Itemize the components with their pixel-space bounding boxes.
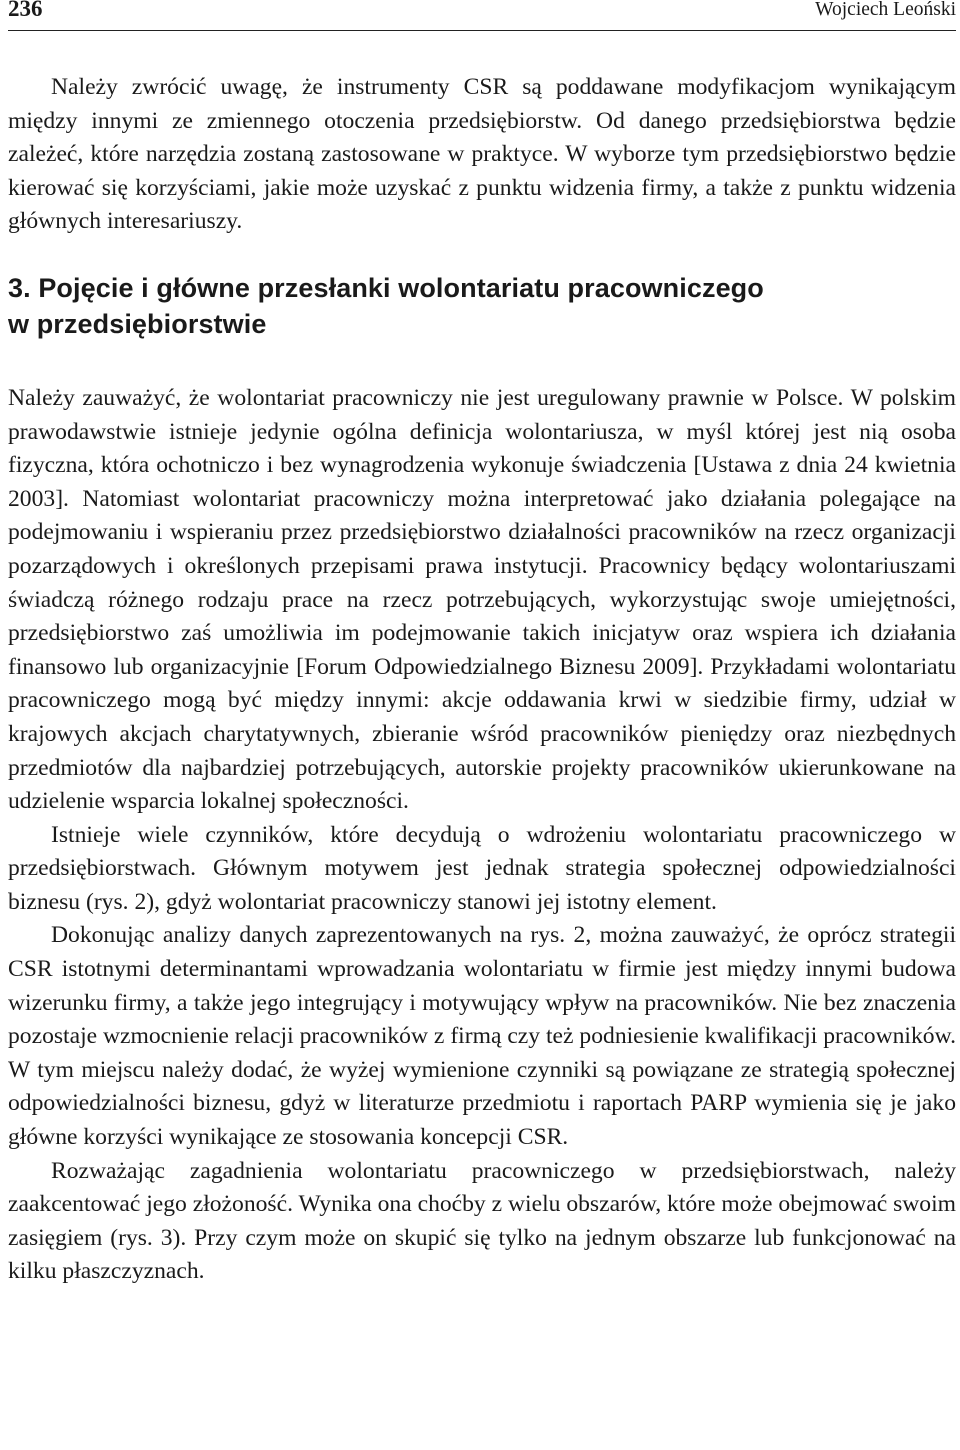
- intro-paragraph: Należy zwrócić uwagę, że instrumenty CSR są poddawane modyfikacjom wynikającym między innymi ze zmiennego otoczenia przedsiębiorstw. Od danego przedsiębiorstwa będzie zależeć, które narzędzia zostaną zastosowane w praktyce. W wyborze tym przedsiębiorstwo będzie kierować się korzyściami, jakie może uzyskać z punktu widzenia firmy, a także z punktu widzenia głównych interesariuszy.: [8, 74, 956, 235]
- section-paragraph-1: Należy zauważyć, że wolontariat pracowniczy nie jest uregulowany prawnie w Polsce. W polskim prawodawstwie istnieje jedynie ogólna definicja wolontariusza, w myśl której jest nią osoba fizyczna, która ochotniczo i bez wynagrodzenia wykonuje świadczenia [Ustawa z dnia 24 kwietnia 2003]. Natomiast wolontariat pracowniczy można interpretować jako działania polegające na podejmowaniu i wspieraniu przez przedsiębiorstwo działalności pracowników na rzecz organizacji pozarządowych i określonych przepisami prawa instytucji. Pracownicy będący wolontariuszami świadczą różnego rodzaju prace na rzecz potrzebujących, wykorzystując swoje umiejętności, przedsiębiorstwo zaś umożliwia im podejmowanie takich inicjatyw oraz wspiera ich działania finansowo lub organizacyjnie [Forum Odpowiedzialnego Biznesu 2009]. Przykładami wolontariatu pracowniczego mogą być między innymi: akcje oddawania krwi w siedzibie firmy, udział w krajowych akcjach charytatywnych, zbieranie wśród pracowników pieniędzy oraz niezbędnych przedmiotów dla najbardziej potrzebujących, autorskie projekty pracowników ukierunkowane na udzielenie wsparcia lokalnej społeczności.: [8, 384, 956, 815]
- page-header: [8, 0, 956, 31]
- section-paragraph-4: Rozważając zagadnienia wolontariatu pracowniczego w przedsiębiorstwach, należy zaakcentować jego złożoność. Wynika ona choćby z wielu obszarów, które może obejmować swoim zasięgiem (rys. 3). Przy czym może on skupić się tylko na jednym obszarze lub funkcjonować na kilku płaszczyznach.: [8, 1157, 956, 1285]
- section-heading-line-2: w przedsiębiorstwie: [8, 308, 267, 339]
- section-paragraph-2: Istnieje wiele czynników, które decydują o wdrożeniu wolontariatu pracowniczego w przedsiębiorstwach. Głównym motywem jest jednak strategia społecznej odpowiedzialności biznesu (rys. 2), gdyż wolontariat pracowniczy stanowi jej istotny element.: [8, 821, 956, 915]
- section-heading-line-1: 3. Pojęcie i główne przesłanki wolontariatu pracowniczego: [8, 272, 764, 303]
- section-heading: [8, 270, 956, 342]
- page-number: 236: [8, 0, 43, 21]
- section-paragraph-3: Dokonując analizy danych zaprezentowanych na rys. 2, można zauważyć, że oprócz strategii CSR istotnymi determinantami wprowadzania wolontariatu w firmie jest między innymi budowa wizerunku firmy, a także jego integrujący i motywujący wpływ na pracowników. Nie bez znaczenia pozostaje wzmocnienie relacji pracowników z firmą czy też podniesienie kwalifikacji pracowników. W tym miejscu należy dodać, że wyżej wymienione czynniki są powiązane ze strategią społecznej odpowiedzialności biznesu, gdyż w literaturze przedmiotu i raportach PARP wymienia się je jako główne korzyści wynikające ze stosowania koncepcji CSR.: [8, 922, 956, 1151]
- document-page: [8, 0, 956, 1289]
- running-head-author: Wojciech Leoński: [815, 0, 956, 20]
